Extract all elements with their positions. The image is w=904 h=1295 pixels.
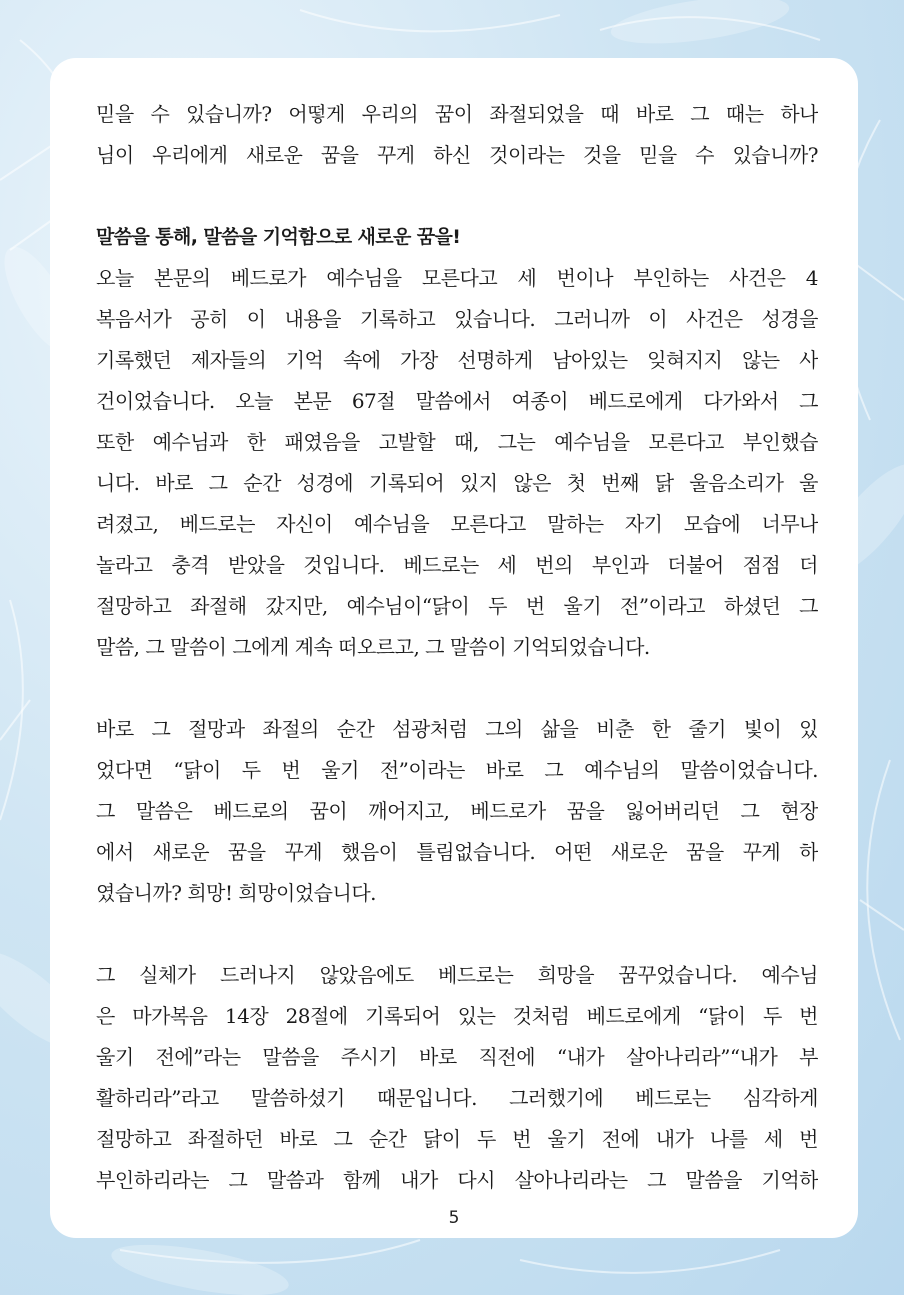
text-line: 또한 예수님과 한 패였음을 고발할 때, 그는 예수님을 모른다고 부인했습	[96, 430, 818, 454]
text-line: 복음서가 공히 이 내용을 기록하고 있습니다. 그러니까 이 사건은 성경을	[96, 307, 818, 331]
text-line: 려졌고, 베드로는 자신이 예수님을 모른다고 말하는 자기 모습에 너무나	[96, 512, 818, 536]
text-line: 오늘 본문의 베드로가 예수님을 모른다고 세 번이나 부인하는 사건은 4	[96, 266, 818, 290]
text-line: 활하리라”라고 말씀하셨기 때문입니다. 그러했기에 베드로는 심각하게	[96, 1086, 818, 1110]
text-line: 바로 그 절망과 좌절의 순간 섬광처럼 그의 삶을 비춘 한 줄기 빛이 있	[96, 717, 818, 741]
paragraph-gap	[96, 176, 818, 217]
text-line: 그 실체가 드러나지 않았음에도 베드로는 희망을 꿈꾸었습니다. 예수님	[96, 963, 818, 987]
text-line: 절망하고 좌절하던 바로 그 순간 닭이 두 번 울기 전에 내가 나를 세 번	[96, 1127, 818, 1151]
text-line: 그 말씀은 베드로의 꿈이 깨어지고, 베드로가 꿈을 잃어버리던 그 현장	[96, 799, 818, 823]
text-line: 말씀, 그 말씀이 그에게 계속 떠오르고, 그 말씀이 기억되었습니다.	[96, 635, 650, 659]
text-line: 절망하고 좌절해 갔지만, 예수님이“닭이 두 번 울기 전”이라고 하셨던 그	[96, 594, 818, 618]
text-line: 에서 새로운 꿈을 꾸게 했음이 틀림없습니다. 어떤 새로운 꿈을 꾸게 하	[96, 840, 818, 864]
body-text	[96, 94, 818, 1201]
text-line: 울기 전에”라는 말씀을 주시기 바로 직전에 “내가 살아나리라”“내가 부	[96, 1045, 818, 1069]
paragraph-gap	[96, 668, 818, 709]
text-line: 믿을 수 있습니까? 어떻게 우리의 꿈이 좌절되었을 때 바로 그 때는 하나	[96, 102, 818, 126]
section-heading: 말씀을 통해, 말씀을 기억함으로 새로운 꿈을!	[96, 226, 461, 248]
text-line: 기록했던 제자들의 기억 속에 가장 선명하게 남아있는 잊혀지지 않는 사	[96, 348, 818, 372]
text-line: 님이 우리에게 새로운 꿈을 꾸게 하신 것이라는 것을 믿을 수 있습니까?	[96, 143, 818, 167]
text-line: 였습니까? 희망! 희망이었습니다.	[96, 881, 376, 905]
text-line: 부인하리라는 그 말씀과 함께 내가 다시 살아나리라는 그 말씀을 기억하	[96, 1168, 818, 1192]
paragraph-gap	[96, 914, 818, 955]
page-number: 5	[448, 1208, 460, 1228]
text-line: 은 마가복음 14장 28절에 기록되어 있는 것처럼 베드로에게 “닭이 두 번	[96, 1004, 818, 1028]
page-card	[50, 58, 858, 1238]
text-line: 었다면 “닭이 두 번 울기 전”이라는 바로 그 예수님의 말씀이었습니다.	[96, 758, 818, 782]
text-line: 놀라고 충격 받았을 것입니다. 베드로는 세 번의 부인과 더불어 점점 더	[96, 553, 818, 577]
text-line: 니다. 바로 그 순간 성경에 기록되어 있지 않은 첫 번째 닭 울음소리가 울	[96, 471, 818, 495]
text-line: 건이었습니다. 오늘 본문 67절 말씀에서 여종이 베드로에게 다가와서 그	[96, 389, 818, 413]
